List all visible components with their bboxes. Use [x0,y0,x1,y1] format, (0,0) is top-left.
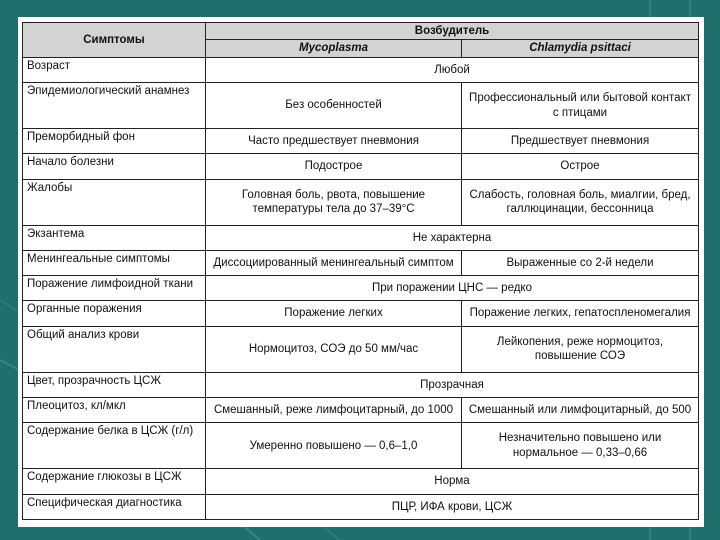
mycoplasma-cell: Умеренно повышено — 0,6–1,0 [206,423,462,469]
merged-value-cell: При поражении ЦНС — редко [206,276,699,301]
mycoplasma-cell: Нормоцитоз, СОЭ до 50 мм/час [206,326,462,372]
table-row [23,129,699,154]
symptom-cell: Специфическая диагностика [23,494,206,519]
symptom-cell: Экзантема [23,225,206,250]
merged-value-cell: Не характерна [206,225,699,250]
chlamydia-cell: Незначительно повышено или нормальное — 0,33–0,66 [462,423,699,469]
table-row [23,494,699,519]
merged-value-cell: ПЦР, ИФА крови, ЦСЖ [206,494,699,519]
mycoplasma-cell: Диссоциированный менингеальный симптом [206,250,462,275]
table-row [23,250,699,275]
symptom-cell: Жалобы [23,179,206,225]
merged-value-cell: Любой [206,57,699,82]
table-row [23,82,699,128]
table-row [23,57,699,82]
mycoplasma-cell: Головная боль, рвота, повышение температуры тела до 37–39°С [206,179,462,225]
chlamydia-cell: Выраженные со 2-й недели [462,250,699,275]
mycoplasma-cell: Часто предшествует пневмония [206,129,462,154]
header-chlamydia: Chlamydia psittaci [462,40,699,57]
header-row-top [23,23,699,40]
table-row [23,179,699,225]
table-body [23,57,699,519]
comparison-table [22,22,699,520]
symptom-cell: Цвет, прозрачность ЦСЖ [23,372,206,397]
table-sheet [18,17,704,527]
symptom-cell: Преморбидный фон [23,129,206,154]
symptom-cell: Поражение лимфоидной ткани [23,276,206,301]
chlamydia-cell: Слабость, головная боль, миалгии, бред, галлюцинации, бессонница [462,179,699,225]
chlamydia-cell: Острое [462,154,699,179]
chlamydia-cell: Лейкопения, реже нормоцитоз, повышение СОЭ [462,326,699,372]
mycoplasma-cell: Смешанный, реже лимфоцитарный, до 1000 [206,398,462,423]
chlamydia-cell: Профессиональный или бытовой контакт с птицами [462,82,699,128]
symptom-cell: Менингеальные симптомы [23,250,206,275]
symptom-cell: Содержание глюкозы в ЦСЖ [23,469,206,494]
table-row [23,423,699,469]
header-pathogen: Возбудитель [206,23,699,40]
table-row [23,276,699,301]
symptom-cell: Плеоцитоз, кл/мкл [23,398,206,423]
symptom-cell: Возраст [23,57,206,82]
table-row [23,225,699,250]
header-symptoms: Симптомы [23,23,206,58]
table-row [23,398,699,423]
table-row [23,301,699,326]
header-mycoplasma: Mycoplasma [206,40,462,57]
table-row [23,469,699,494]
table-row [23,154,699,179]
chlamydia-cell: Предшествует пневмония [462,129,699,154]
symptom-cell: Содержание белка в ЦСЖ (г/л) [23,423,206,469]
chlamydia-cell: Поражение легких, гепатоспленомегалия [462,301,699,326]
mycoplasma-cell: Подострое [206,154,462,179]
symptom-cell: Эпидемиологический анамнез [23,82,206,128]
symptom-cell: Начало болезни [23,154,206,179]
table-row [23,326,699,372]
mycoplasma-cell: Без особенностей [206,82,462,128]
mycoplasma-cell: Поражение легких [206,301,462,326]
symptom-cell: Органные поражения [23,301,206,326]
table-row [23,372,699,397]
merged-value-cell: Прозрачная [206,372,699,397]
symptom-cell: Общий анализ крови [23,326,206,372]
chlamydia-cell: Смешанный или лимфоцитарный, до 500 [462,398,699,423]
merged-value-cell: Норма [206,469,699,494]
